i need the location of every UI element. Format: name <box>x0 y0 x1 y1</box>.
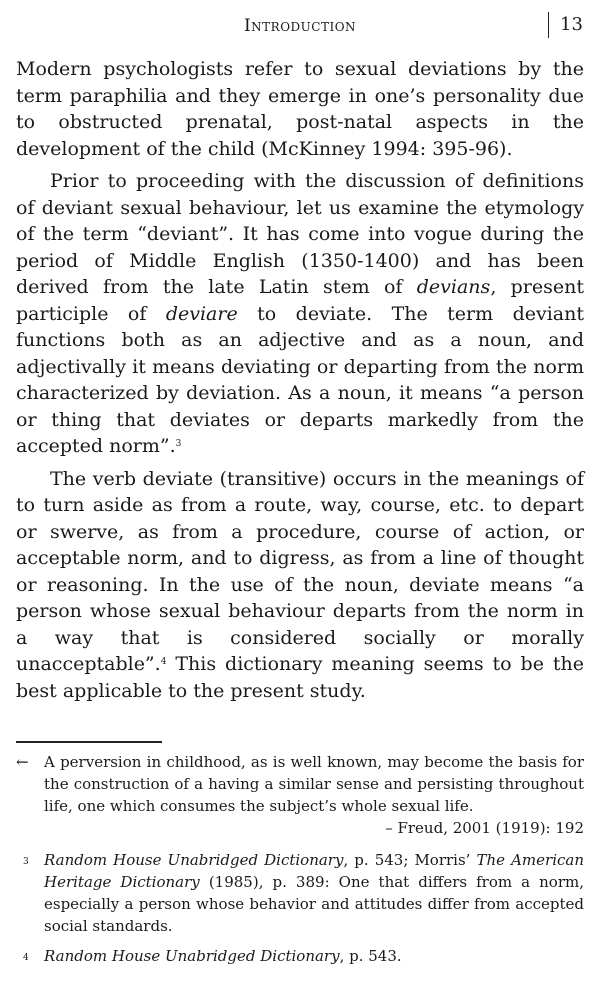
header-divider <box>548 12 549 38</box>
paragraph-3 <box>16 466 584 705</box>
footnote-4-marker: 4 <box>23 953 29 963</box>
footnote-4 <box>16 945 584 969</box>
paragraph-1-text: Modern psychologists refer to sexual deviations by the term paraphilia and they emerge in one’s personality due to obstructed prenatal, post-natal aspects in the development of the child (McKinney 1994: 395-96). <box>16 58 584 160</box>
footnote-3 <box>16 849 584 937</box>
footnote-3-text-a: , p. 543; Morris’ <box>343 851 477 869</box>
term-deviare: deviare <box>165 302 238 325</box>
paragraph-2-text-a: Prior to proceeding with the discussion of definitions of deviant sexual behaviour, let us examine the etymology of the term “deviant”. It has come into vogue during the period of Middle English (1350-1400) and has been derived from the late Latin stem of <box>16 170 584 298</box>
paragraph-1 <box>16 56 584 162</box>
citation-title: Random House Unabridged Dictionary <box>44 851 344 869</box>
footnotes <box>16 751 584 977</box>
epigraph-note <box>16 751 584 839</box>
paragraph-2-text-b: , present participle of <box>16 276 585 325</box>
term-devians: devians <box>416 276 491 298</box>
left-arrow-icon: ← <box>16 753 29 771</box>
footnote-4-text-a: , p. 543. <box>339 947 402 965</box>
page-header <box>0 10 600 40</box>
page-number: 13 <box>560 14 583 35</box>
footnote-3-text-b: (1985), p. 389: One that differs from a norm, especially a person whose behavior and attitudes differ from accepted social standards. <box>44 873 584 935</box>
paragraph-3-text-end: This dictionary meaning seems to be the best applicable to the present study. <box>16 653 584 702</box>
footnote-3-text <box>44 849 584 937</box>
running-head: Introduction <box>243 16 357 36</box>
footnote-ref-4[interactable]: 4 <box>160 657 167 667</box>
footnote-4-text <box>44 945 584 969</box>
quote-attribution: – Freud, 2001 (1919): 192 <box>385 819 584 837</box>
paragraph-2-text-c: to deviate. The term deviant functions both as an adjective and as a noun, and adjectivally it means deviating or departing from the norm characterized by deviation. As a noun, it means “a person or thing that deviates or departs markedly from the accepted norm”. <box>16 302 584 457</box>
freud-quote: A perversion in childhood, as is well known, may become the basis for the construction of a having a similar sense and persisting throughout life, one which consumes the subject’s whole sexual life. <box>44 753 584 815</box>
citation-title: Random House Unabridged Dictionary <box>44 947 340 965</box>
footnote-ref-3[interactable]: 3 <box>175 439 182 449</box>
citation-title: The American Heritage Dictionary <box>44 851 585 891</box>
paragraph-3-text: The verb deviate (transitive) occurs in the meanings of to turn aside as from a route, way, course, etc. to depart or swerve, as from a procedure, course of action, or acceptable norm, and to digress, as from a line of thought or reasoning. In the use of the noun, deviate means “a person whose sexual behaviour departs from the norm in a way that is considered socially or morally unacceptable”. <box>16 467 584 675</box>
footnote-3-marker: 3 <box>23 857 29 867</box>
body-text <box>16 56 584 710</box>
paragraph-2 <box>16 168 584 460</box>
footnote-divider <box>16 741 162 743</box>
